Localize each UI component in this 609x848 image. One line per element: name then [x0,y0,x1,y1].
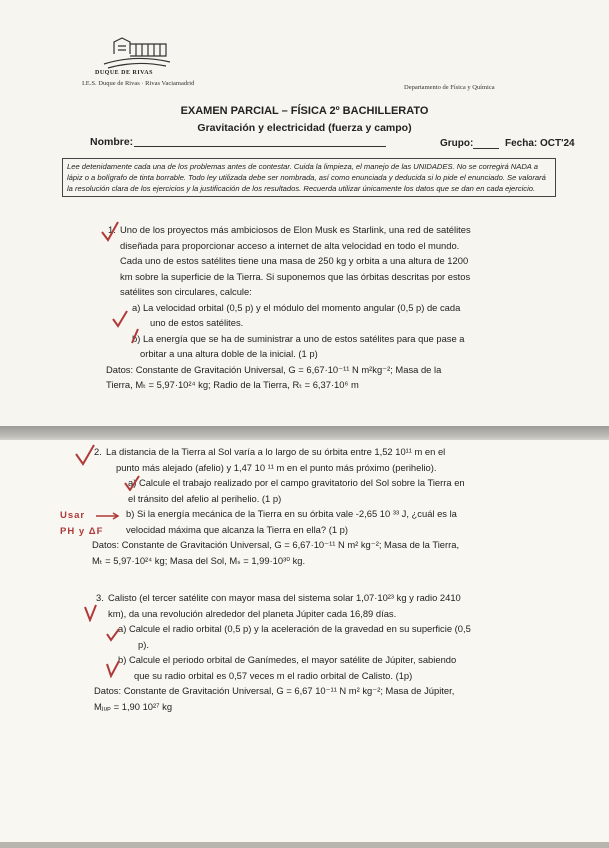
check-mark-icon [112,310,128,328]
group-field-line [473,148,499,149]
handwritten-note: PH y ΔF [60,526,104,537]
problem-2-line: La distancia de la Tierra al Sol varía a lo largo de su órbita entre 1,52 10¹¹ m en el [106,446,446,457]
problem-3b: b) Calcule el periodo orbital de Ganímedes, el mayor satélite de Júpiter, sabiendo [118,654,457,665]
page-bottom-edge [0,842,609,848]
problem-1b-cont: orbitar a una altura doble de la inicial. (1 p) [140,348,318,359]
problem-3-line: Calisto (el tercer satélite con mayor masa del sistema solar 1,07·10²³ kg y radio 2410 [108,592,461,603]
check-mark-icon [84,604,98,622]
problem-2-data: Datos: Constante de Gravitación Universal, G = 6,67·10⁻¹¹ N m² kg⁻²; Masa de la Tierra, [92,539,460,550]
problem-2 [92,444,566,568]
problem-3 [94,590,568,714]
problem-3-data-cont: Mⱼᵤₚ = 1,90 10²⁷ kg [94,700,173,712]
exam-title: EXAMEN PARCIAL – FÍSICA 2º BACHILLERATO [180,105,429,117]
problem-3-number: 3. [96,592,104,603]
problem-1-line: Cada uno de estos satélites tiene una masa de 250 kg y orbita a una altura de 1200 [120,255,469,266]
problem-1-line: satélites son circulares, calcule: [120,286,252,297]
check-mark-icon [124,475,140,491]
problem-1a: a) La velocidad orbital (0,5 p) y el módulo del momento angular (0,5 p) de cada [132,301,461,313]
problem-2-data-cont: Mₜ = 5,97·10²⁴ kg; Masa del Sol, Mₛ = 1,99·10³⁰ kg. [92,554,306,566]
check-mark-icon [106,660,120,678]
problem-1b: b) La energía que se ha de suministrar a uno de estos satélites para que pase a [132,332,465,344]
problem-3b-cont: que su radio orbital es 0,57 veces m el radio orbital de Calisto. (1p) [134,669,413,681]
problem-1 [106,222,560,393]
problem-1-data: Datos: Constante de Gravitación Universal, G = 6,67·10⁻¹¹ N m²kg⁻²; Masa de la [106,363,442,375]
problem-3a-cont: p). [138,638,149,650]
problem-1-data-cont: Tierra, Mₜ = 5,97·10²⁴ kg; Radio de la Tierra, Rₜ = 6,37·10⁶ m [106,379,359,390]
problem-1-line: Uno de los proyectos más ambiciosos de Elon Musk es Starlink, una red de satélites [120,224,471,235]
instructions-box: Lee detenidamente cada una de los problemas antes de contestar. Cuida la limpieza, el manejo de las UNIDADES. No se corregirá NADA a lápiz o a bolígrafo de tinta borrable. Todo ley utilizada debe ser nombrada, así como enunciada y deducida si lo pide el enunciado. Se valorará la resolución clara de los ejercicios y la justificación de los resultados. Recuerda utilizar únicamente los datos que se dan en cada ejercicio. [62,158,556,197]
problem-2-line: punto más alejado (afelio) y 1,47 10 ¹¹ m en el punto más próximo (perihelio). [116,461,437,473]
problem-2-number: 2. [94,446,102,457]
problem-1a-cont: uno de estos satélites. [150,317,244,328]
problem-3a: a) Calcule el radio orbital (0,5 p) y la aceleración de la gravedad en su superficie (0,5 [118,623,471,634]
check-mark-icon [74,444,96,466]
exam-subtitle: Gravitación y electricidad (fuerza y campo) [197,122,412,134]
name-label: Nombre: [90,136,134,148]
school-name: DUQUE DE RIVAS [95,70,153,76]
check-mark-icon [106,628,120,642]
name-field-line [134,146,386,147]
problem-3-line: km), da una revolución alrededor del planeta Júpiter cada 16,89 días. [108,607,397,619]
problem-2b: b) Si la energía mecánica de la Tierra en su órbita vale -2,65 10 ³³ J, ¿cuál es la [126,508,457,519]
problem-1-line: km sobre la superficie de la Tierra. Si suponemos que las órbitas descritas por estos [120,270,471,282]
problem-1-line: diseñada para proporcionar acceso a internet de alta velocidad en todo el mundo. [120,239,460,251]
check-mark-icon [100,220,120,242]
problem-2b-cont: velocidad máxima que alcanza la Tierra en ella? (1 p) [126,523,348,535]
department-label: Departamento de Física y Química [404,84,495,91]
problem-2a: a) Calcule el trabajo realizado por el campo gravitatorio del Sol sobre la Tierra en [128,477,465,488]
arrow-icon [96,512,120,520]
handwritten-note: Usar [60,510,86,521]
school-subtitle: I.E.S. Duque de Rivas · Rivas Vaciamadrid [82,80,195,87]
problem-1-number: 1. [108,224,116,235]
check-mark-icon [128,328,140,344]
problem-2a-cont: el tránsito del afelio al perihelio. (1 p) [128,492,282,504]
group-label: Grupo: [440,138,474,149]
problem-3-data: Datos: Constante de Gravitación Universal, G = 6,67 10⁻¹¹ N m² kg⁻²; Masa de Júpiter, [94,685,455,696]
date-label: Fecha: OCT'24 [505,138,575,149]
